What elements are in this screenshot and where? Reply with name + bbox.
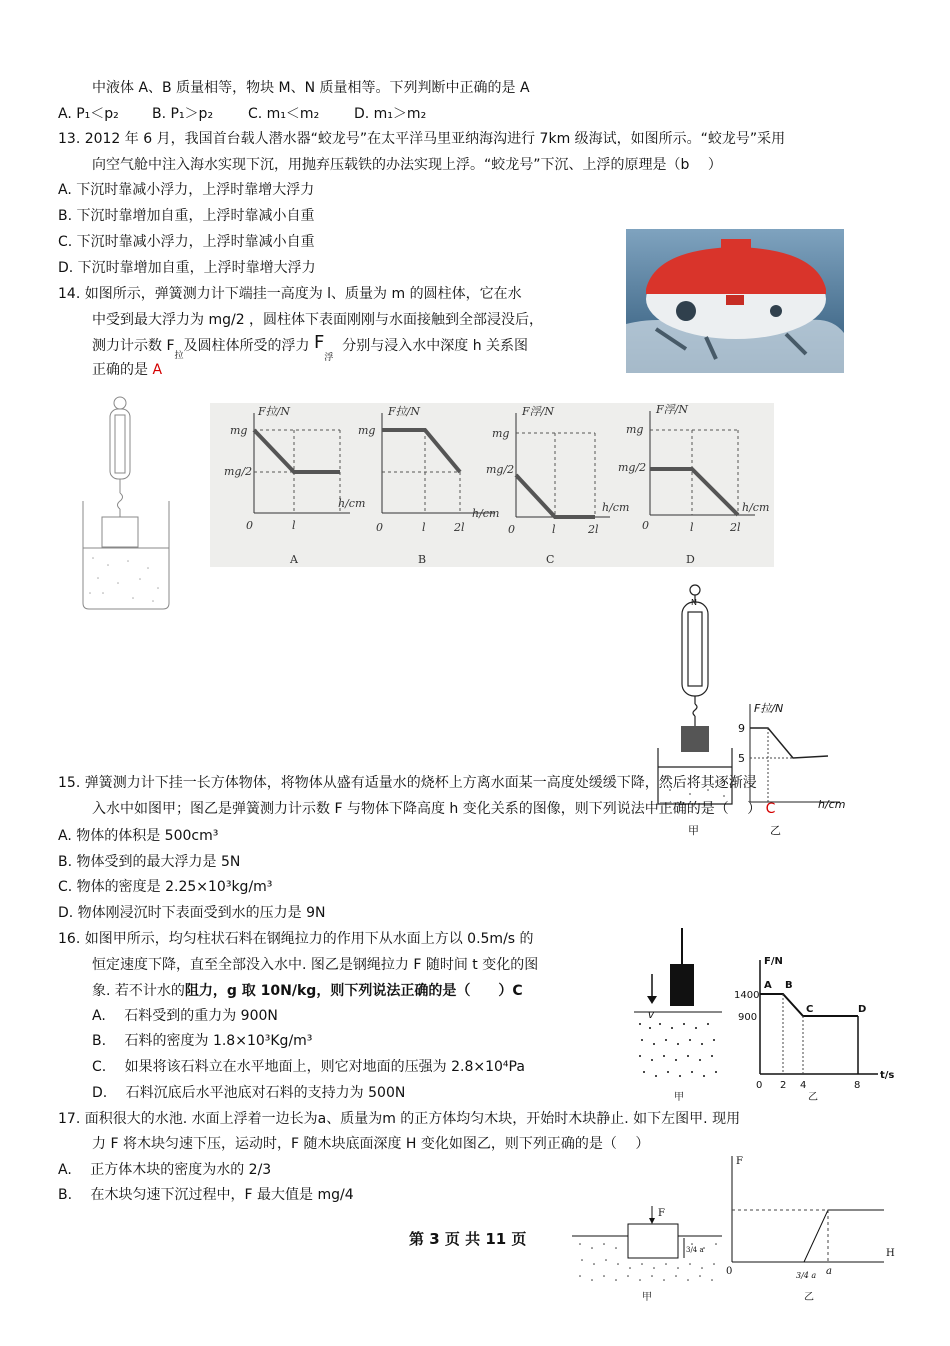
q16-option-d: D. 石料沉底后水平池底对石料的支持力为 500N bbox=[92, 1085, 406, 1101]
q15-scale-n: N bbox=[691, 598, 697, 607]
q17-option-a: A. 正方体木块的密度为水的 2/3 bbox=[58, 1162, 272, 1178]
q16-xlabel: t/s bbox=[880, 1070, 895, 1081]
q17-caption-yi: 乙 bbox=[804, 1292, 814, 1303]
q13-stem-2: 向空气舱中注入海水实现下沉，用抛弃压载铁的办法实现上浮。“蛟龙号”下沉、上浮的原理是（b ） bbox=[92, 157, 722, 173]
q14c-mg: mg bbox=[492, 427, 510, 440]
q14a-origin: 0 bbox=[246, 519, 253, 532]
q16-y900: 900 bbox=[738, 1012, 758, 1023]
q13-option-b: B. 下沉时靠增加自重，上浮时靠减小自重 bbox=[58, 208, 315, 224]
q14d-mg2: mg/2 bbox=[618, 461, 647, 474]
q15-xlabel: h/cm bbox=[818, 798, 846, 811]
q16-x4: 4 bbox=[800, 1080, 807, 1091]
q14c-ylabel: F浮/N bbox=[522, 405, 554, 418]
q16-pC: C bbox=[806, 1004, 814, 1015]
q14a-mg2: mg/2 bbox=[224, 465, 253, 478]
page-footer: 第 3 页 共 11 页 bbox=[409, 1230, 527, 1248]
q12-option-b: B. P₁＞p₂ bbox=[152, 106, 214, 122]
q14b-ylabel: F拉/N bbox=[388, 405, 420, 418]
submarine-photo bbox=[626, 229, 844, 373]
q15-stem-1: 15. 弹簧测力计下挂一长方体物体，将物体从盛有适量水的烧杯上方离水面某一高度处缓缓下降，然后将其逐渐浸 bbox=[58, 775, 757, 791]
q16-x0: 0 bbox=[756, 1080, 763, 1091]
q17-stem-1: 17. 面积很大的水池. 水面上浮着一边长为a、质量为m 的正方体均匀木块，开始时木块静止. 如下左图甲. 现用 bbox=[58, 1111, 741, 1127]
q14-stem-3: 测力计示数 $F_拉$及圆柱体所受的浮力 $F_浮$ 分别与浸入水中深度 h 关系图 bbox=[92, 332, 529, 363]
q16-figure bbox=[628, 924, 900, 1108]
q14c-mg2: mg/2 bbox=[486, 463, 515, 476]
q14a-l: l bbox=[292, 519, 296, 532]
q17-ylabel: F bbox=[736, 1156, 743, 1167]
q16-x8: 8 bbox=[854, 1080, 861, 1091]
q17-option-b: B. 在木块匀速下沉过程中，F 最大值是 mg/4 bbox=[58, 1187, 354, 1203]
q14d-mg: mg bbox=[626, 423, 644, 436]
q15-answer: C bbox=[765, 801, 776, 817]
q14-stem-1: 14. 如图所示，弹簧测力计下端挂一高度为 l、质量为 m 的圆柱体，它在水 bbox=[58, 286, 522, 302]
q16-caption-yi: 乙 bbox=[808, 1092, 818, 1103]
q17-figure bbox=[572, 1152, 898, 1342]
q14d-ylabel: F浮/N bbox=[656, 403, 688, 416]
q14a-xlabel: h/cm bbox=[338, 497, 366, 510]
q14d-letter: D bbox=[686, 553, 695, 566]
q17-stem-2: 力 F 将木块匀速下压，运动时，F 随木块底面深度 H 变化如图乙，则下列正确的是（ ） bbox=[92, 1136, 650, 1152]
q14-chart-b bbox=[358, 405, 499, 566]
q13-stem-1: 13. 2012 年 6 月，我国首台载人潜水器“蛟龙号”在太平洋马里亚纳海沟进行 7km 级海试，如图所示。“蛟龙号”采用 bbox=[58, 131, 786, 147]
q14a-ylabel: F拉/N bbox=[258, 405, 290, 418]
q14c-2l: 2l bbox=[588, 523, 599, 536]
q17-x0: 0 bbox=[726, 1266, 733, 1277]
q14-answer: A bbox=[152, 362, 163, 378]
q14a-letter: A bbox=[290, 553, 298, 566]
q12-option-d: D. m₁＞m₂ bbox=[354, 106, 427, 122]
q16-option-a: A. 石料受到的重力为 900N bbox=[92, 1008, 278, 1024]
q15-ylabel: F拉/N bbox=[754, 702, 784, 715]
q14-spring-scale-figure bbox=[78, 393, 178, 611]
q12-option-c: C. m₁＜m₂ bbox=[248, 106, 320, 122]
q13-option-d: D. 下沉时靠增加自重，上浮时靠增大浮力 bbox=[58, 260, 316, 276]
q14b-xlabel: h/cm bbox=[472, 507, 500, 520]
q15-y5: 5 bbox=[738, 752, 745, 765]
q16-caption-jia: 甲 bbox=[674, 1092, 684, 1103]
q17-depth-label: 3/4 a bbox=[686, 1246, 704, 1254]
q14b-2l: 2l bbox=[454, 521, 465, 534]
q14-stem-2: 中受到最大浮力为 mg/2 ，圆柱体下表面刚刚与水面接触到全部浸没后， bbox=[92, 312, 544, 328]
q14d-2l: 2l bbox=[730, 521, 741, 534]
q14d-l: l bbox=[690, 521, 694, 534]
q14-chart-a bbox=[224, 405, 365, 566]
q16-pB: B bbox=[785, 980, 793, 991]
q16-stem-3: 象. 若不计水的阻力，g 取 10N/kg，则下列说法正确的是（ ）C bbox=[92, 983, 523, 999]
q15-option-c: C. 物体的密度是 2.25×10³kg/m³ bbox=[58, 879, 273, 895]
q15-y9: 9 bbox=[738, 722, 745, 735]
q12-stem-tail: 中液体 A、B 质量相等，物块 M、N 质量相等。下列判断中正确的是 A bbox=[92, 80, 530, 96]
q17-caption-jia: 甲 bbox=[642, 1292, 652, 1303]
q13-option-c: C. 下沉时靠减小浮力，上浮时靠减小自重 bbox=[58, 234, 315, 250]
q15-stem-2: 入水中如图甲；图乙是弹簧测力计示数 F 与物体下降高度 h 变化关系的图像，则下列说法中正确的是（ ） C bbox=[92, 801, 776, 817]
q15-option-b: B. 物体受到的最大浮力是 5N bbox=[58, 854, 241, 870]
q16-ylabel: F/N bbox=[764, 956, 783, 967]
q17-xlabel: H bbox=[886, 1248, 895, 1259]
q16-x2: 2 bbox=[780, 1080, 787, 1091]
q13-option-a: A. 下沉时靠减小浮力，上浮时靠增大浮力 bbox=[58, 182, 315, 198]
q16-pD: D bbox=[858, 1004, 867, 1015]
q14c-xlabel: h/cm bbox=[602, 501, 630, 514]
q12-option-a: A. P₁＜p₂ bbox=[58, 106, 119, 122]
q16-y1400: 1400 bbox=[734, 990, 760, 1001]
q14d-xlabel: h/cm bbox=[742, 501, 770, 514]
q14-chart-d bbox=[618, 403, 769, 566]
q14b-mg: mg bbox=[358, 424, 376, 437]
q14b-l: l bbox=[422, 521, 426, 534]
q14b-origin: 0 bbox=[376, 521, 383, 534]
q16-stem-1: 16. 如图甲所示，均匀柱状石料在钢绳拉力的作用下从水面上方以 0.5m/s 的 bbox=[58, 931, 534, 947]
q14c-origin: 0 bbox=[508, 523, 515, 536]
q16-option-b: B. 石料的密度为 1.8×10³Kg/m³ bbox=[92, 1033, 313, 1049]
q16-stem-2: 恒定速度下降，直至全部没入水中. 图乙是钢绳拉力 F 随时间 t 变化的图 bbox=[92, 957, 539, 973]
q16-option-c: C. 如果将该石料立在水平地面上，则它对地面的压强为 2.8×10⁴Pa bbox=[92, 1059, 525, 1075]
q14-chart-c bbox=[486, 405, 629, 566]
q14c-letter: C bbox=[546, 553, 555, 566]
q14c-l: l bbox=[552, 523, 556, 536]
q17-xa: a bbox=[826, 1266, 832, 1277]
q16-velocity: v bbox=[648, 1010, 654, 1021]
q14a-mg: mg bbox=[230, 424, 248, 437]
q15-option-d: D. 物体刚浸沉时下表面受到水的压力是 9N bbox=[58, 905, 326, 921]
q14d-origin: 0 bbox=[642, 519, 649, 532]
q15-caption-jia: 甲 bbox=[688, 824, 699, 837]
q17-x34: 3/4 a bbox=[796, 1271, 817, 1280]
q15-caption-yi: 乙 bbox=[770, 824, 781, 837]
q16-pA: A bbox=[764, 980, 772, 991]
q14-stem-4: 正确的是 A bbox=[92, 362, 163, 378]
q14b-letter: B bbox=[418, 553, 427, 566]
q14-charts-panel bbox=[210, 403, 774, 567]
q15-option-a: A. 物体的体积是 500cm³ bbox=[58, 828, 219, 844]
q17-force-label: F bbox=[658, 1208, 665, 1219]
